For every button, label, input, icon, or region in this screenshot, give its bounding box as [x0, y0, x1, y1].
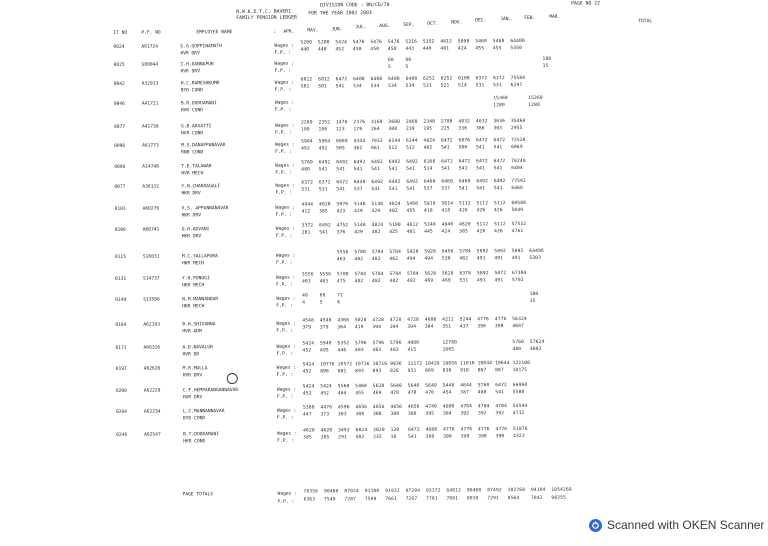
row-fp-label: F.P. :: [275, 233, 293, 239]
row-name: N.M.MANNANDAR: [182, 297, 219, 303]
row-pf-no: A62193: [143, 322, 160, 328]
row-wages-label: Wages :: [274, 123, 295, 129]
row-name: Y.H.PONUGI: [182, 276, 210, 282]
row-wages-values: 5424 10776 10572 10716 10716 9936 11172 10428 10056 11016 10044 10644 122100: [302, 360, 531, 368]
header-year: FOR THE YEAR 2002 2003: [308, 11, 372, 17]
col-month-11: MAR.: [549, 14, 561, 20]
row-pf-no: A41738: [141, 124, 159, 130]
col-employee-name: EMPLOYEE NAME: [196, 30, 233, 36]
row-pf-no: S13588: [143, 297, 160, 303]
row-fp-label: F.P. :: [275, 260, 293, 266]
row-depot-role: BYD COND: [183, 416, 206, 422]
row-wages-label: Wages :: [274, 61, 294, 67]
row-depot-role: BYD COND: [180, 88, 203, 94]
handwritten-circle-mark: [227, 373, 238, 384]
row-wages-values: 5424 5940 5352 5796 5796 5796 4980 12780 5760 57624: [302, 339, 545, 347]
row-depot-role: HKR MECH: [182, 283, 205, 289]
col-month-2: JUN.: [331, 26, 343, 32]
col-month-9: JAN.: [500, 17, 512, 23]
row-it-no: 0096: [114, 164, 126, 170]
row-wages-label: Wages :: [276, 344, 296, 350]
row-name: V.S. APPANNANAVAR: [181, 206, 229, 212]
row-wages-values: 2280 2352 1476 2376 3168 3600 2868 2340 2700 4032 4632 3636 35460: [300, 119, 526, 126]
row-fp-label: F.P. :: [276, 372, 294, 378]
row-name: B.R.DODDAMANI: [180, 101, 217, 107]
row-depot-role: HKR MECH: [182, 304, 205, 310]
row-it-no: 0024: [113, 44, 125, 50]
row-wages-values: 48 60 72 180: [302, 291, 539, 299]
row-fp-values: 492 492 505 362 661 512 512 402 541 508 541 541 6069: [301, 145, 523, 152]
row-fp-values: 4 5 6 15: [302, 298, 536, 306]
row-it-no: 0042: [113, 81, 125, 87]
row-wages-values: 4944 4620 5076 5148 5148 4824 5460 5016 5014 5112 5112 5112 60588: [301, 201, 527, 208]
row-wages-label: Wages :: [276, 365, 297, 371]
row-fp-values: 501 501 541 534 534 534 534 521 521 514 531 531 6297: [300, 83, 523, 90]
row-pf-no: S14737: [143, 276, 160, 282]
row-it-no: 0115: [114, 254, 126, 260]
row-wages-label: Wages :: [277, 431, 297, 437]
col-pf-no: P.F. NO: [141, 30, 161, 36]
row-wages-values: 3372 6492 4752 5148 4824 5100 4812 5340 4840 4620 5112 5112 57532: [301, 222, 527, 229]
row-name: L.C.MANNANNAVAR: [182, 409, 225, 415]
row-it-no: 0103: [114, 206, 126, 212]
row-depot-role: HVR DRV: [182, 395, 203, 401]
row-fp-label: F.P. :: [276, 282, 293, 288]
row-pf-no: S16031: [142, 254, 160, 260]
row-fp-values: 379 379 364 419 394 394 394 384 351 437 398 398 4697: [302, 324, 524, 331]
row-fp-values: 440 440 452 450 450 450 443 446 401 424 455 455 5350: [300, 46, 523, 53]
row-fp-values: 463 463 475 482 482 482 482 469 469 531 491 491 5702: [302, 278, 524, 285]
row-fp-label: F.P. :: [276, 351, 294, 357]
row-fp-label: F.P. :: [275, 190, 293, 196]
row-wages-values: 5556 5556 5700 5784 5784 5784 5784 5628 5628 6376 5892 5072 67304: [302, 271, 527, 278]
row-depot-role: HVR ADM: [182, 329, 202, 335]
col-month-10: FEB.: [524, 15, 536, 22]
row-fp-label: F.P. :: [275, 170, 292, 176]
row-depot-role: HVR MECH: [181, 171, 204, 177]
row-wages-label: Wages :: [275, 226, 296, 232]
row-fp-label: F.P. :: [275, 130, 292, 136]
row-it-no: 0077: [113, 124, 126, 130]
row-fp-values: 385 385 291 502 235 10 541 390 398 398 398 398 4323: [303, 434, 525, 441]
row-fp-values: 190 196 123 178 264 300 239 195 225 336 386 303 2955: [300, 126, 523, 133]
col-total: TOTAL: [638, 19, 653, 25]
row-fp-label: F.P. :: [276, 394, 294, 400]
row-wages-values: 6012 6012 6472 6408 6408 6408 6408 6252 6252 6108 6372 6372 75584: [300, 76, 526, 83]
row-pf-no: A61773: [142, 143, 159, 149]
row-it-no: 0197: [115, 366, 127, 372]
row-fp-label: F.P. :: [277, 415, 294, 421]
row-fp-values: 463 482 482 482 494 494 538 482 491 491 491 5303: [301, 255, 542, 263]
row-name: G.H.ADVANI: [181, 227, 210, 233]
row-wages-values: 4620 4620 3492 6024 2820 120 6472 4680 4776 4776 4776 4776 51876: [303, 427, 528, 434]
row-name: G.G.GOPPINAMATH: [180, 44, 222, 50]
row-it-no: 0131: [115, 276, 127, 282]
row-pf-no: A41721: [141, 101, 159, 107]
row-wages-label: Wages :: [276, 387, 297, 393]
row-fp-values: 281 541 376 429 402 425 401 445 424 385 426 426 4761: [301, 229, 524, 236]
row-name: I.H.DANNAPUR: [180, 62, 214, 68]
row-wages-values: 5200 5200 5424 5476 5476 5476 5316 5352 4812 5090 5460 5460 64400: [300, 39, 525, 46]
row-fp-values: 412 385 423 429 429 402 455 418 418 426 426 426 5049: [301, 208, 524, 215]
row-wages-values: 5556 5780 5784 5784 5928 5928 6456 5784 5892 5892 5892 64496: [301, 248, 544, 256]
row-wages-values: 5904 5904 6060 4344 7932 6144 6144 4824 6472 6076 6472 6472 72520: [301, 138, 526, 145]
row-wages-label: Wages :: [275, 205, 295, 211]
col-month-1: MAY.: [307, 28, 319, 34]
row-wages-values: 60 60 180: [300, 56, 552, 64]
row-wages-label: Wages :: [276, 275, 296, 281]
header-ledger-title: FAMILY PENSION LEDGER: [236, 15, 297, 22]
row-it-no: 0171: [115, 345, 127, 351]
row-fp-label: F.P. :: [276, 328, 294, 334]
row-fp-label: F.P. :: [274, 87, 292, 93]
row-wages-values: 6372 6372 6472 6440 6492 6492 6492 6460 6460 6460 6492 6492 77592: [301, 179, 526, 186]
row-it-no: 0025: [113, 62, 125, 68]
row-name: G.B.ARVATTI: [180, 124, 212, 130]
col-separator: :: [273, 29, 277, 35]
header-division-code: DIVISION CODE : BN/CD/70: [320, 2, 390, 9]
row-it-no: 0077: [114, 184, 126, 190]
row-fp-values: 5 5 15: [300, 63, 549, 71]
row-name: B.T.DODDAMANI: [183, 432, 220, 438]
row-depot-role: HVR DD: [182, 352, 200, 358]
col-month-0: APR.: [283, 29, 295, 35]
row-it-no: 0204: [115, 409, 128, 415]
row-fp-values: 452 495 446 483 483 483 415 1065 480 4802: [302, 346, 542, 354]
row-pf-no: A62620: [143, 366, 161, 372]
row-wages-values: 4548 4548 4368 5028 4728 4728 4728 4608 4212 5244 4776 4776 56324: [302, 317, 527, 324]
row-wages-label: Wages :: [275, 253, 296, 259]
page-totals-label: PAGE TOTALS: [182, 492, 214, 498]
row-depot-role: HVR DRV: [182, 373, 203, 379]
row-name: A.D.NAVALUR: [182, 345, 213, 351]
scanner-watermark: [589, 516, 764, 534]
row-fp-label: F.P. :: [274, 50, 292, 56]
header-page-no: PAGE NO 22: [571, 1, 601, 7]
row-pf-no: A62228: [143, 388, 161, 394]
col-it-no: IT NO: [113, 30, 128, 36]
row-fp-values: 1280 1280: [300, 102, 540, 110]
header-office: N.W.K.E.T.C. BAVERI: [236, 9, 292, 16]
row-fp-values: 531 531 541 537 541 541 541 537 537 541 541 541 6466: [301, 186, 524, 193]
row-fp-values: 452 898 881 893 893 828 931 869 838 918 887 887 10175: [302, 368, 528, 375]
row-depot-role: HVR COND: [181, 131, 204, 137]
row-it-no: 0200: [115, 388, 127, 394]
row-wages-label: Wages :: [276, 296, 296, 302]
row-it-no: 0096: [114, 143, 126, 149]
row-name: B.H.SHIVANNA: [182, 322, 216, 328]
col-month-8: DEC.: [475, 18, 487, 24]
row-name: T.D.TALAWAR: [181, 164, 212, 170]
row-wages-label: Wages :: [276, 321, 296, 327]
row-fp-label: F.P. :: [275, 212, 293, 218]
row-name: M.R.MULLA: [182, 366, 208, 372]
row-pf-no: A32913: [141, 81, 159, 87]
row-fp-values: 447 373 383 388 388 388 388 395 384 392 392 392 4712: [302, 411, 525, 418]
row-wages-label: Wages :: [275, 183, 295, 189]
row-it-no: 0164: [115, 322, 127, 328]
row-wages-label: Wages :: [274, 80, 295, 86]
row-wages-label: Wages :: [276, 408, 297, 414]
row-name: H.C.RAMESHKUMR: [180, 81, 220, 87]
row-wages-values: 5760 6492 6492 6492 6492 6492 6492 6168 6472 6472 6472 6472 76240: [301, 159, 526, 166]
row-depot-role: HKR MECH: [181, 261, 205, 267]
page-totals-wages-label: Wages :: [277, 491, 297, 497]
row-it-no: 0149: [115, 297, 127, 303]
row-wages-label: Wages :: [275, 163, 295, 169]
row-it-no: 0046: [113, 101, 125, 107]
row-fp-label: F.P. :: [275, 149, 292, 155]
row-fp-label: F.P. :: [274, 68, 292, 74]
row-pf-no: S00044: [141, 62, 159, 68]
page-totals-wages-values: 76356 90480 87024 91100 91932 87204 93372 84812 96460 87492 102768 94104 1054260: [303, 487, 572, 495]
row-fp-values: 480 541 541 541 541 541 541 514 541 541 541 541 6404: [301, 166, 523, 173]
row-pf-no: A66326: [143, 345, 161, 351]
row-pf-no: A61724: [141, 44, 159, 50]
col-month-7: NOV.: [451, 20, 463, 26]
row-pf-no: A62547: [144, 432, 161, 438]
row-depot-role: HKR DRV: [181, 234, 202, 240]
row-depot-role: HKR DRV: [181, 191, 201, 197]
row-pf-no: A36132: [142, 184, 160, 190]
row-pf-no: A14748: [142, 164, 159, 170]
row-pf-no: A60741: [142, 227, 160, 233]
row-it-no: 0106: [114, 227, 126, 233]
row-wages-values: 5300 4476 4596 4656 4656 4656 4656 4740 4800 4704 4704 4704 54544: [302, 404, 528, 411]
row-fp-label: F.P. :: [274, 107, 292, 113]
scanner-logo-icon: [589, 519, 602, 532]
row-name: C.F.HEMPARANGANNAVAR: [182, 388, 239, 394]
row-fp-label: F.P. :: [277, 438, 294, 444]
row-name: Y.N.CHAKRAGALI: [181, 184, 221, 190]
page-totals-fp-values: 6363 7540 7287 7509 7661 7267 7781 7081 8039 7291 8564 7842 90255: [303, 495, 567, 503]
col-month-4: AUG.: [379, 24, 391, 30]
row-fp-label: F.P. :: [276, 303, 293, 309]
row-pf-no: A62234: [143, 409, 161, 415]
row-depot-role: HVR DRV: [180, 51, 200, 57]
row-fp-values: 452 452 464 455 469 470 470 470 454 387 480 541 5580: [302, 390, 525, 397]
row-wages-label: Wages :: [274, 100, 295, 106]
row-wages-label: Wages :: [275, 142, 295, 148]
col-month-3: JUL.: [355, 25, 367, 31]
row-depot-role: RNB COND: [181, 150, 204, 156]
row-wages-values: 15360 15360: [300, 95, 543, 103]
row-wages-label: Wages :: [274, 43, 294, 49]
col-month-6: OCT.: [427, 21, 439, 27]
row-wages-values: 5424 5424 5568 5460 5628 5640 5640 5640 5448 4644 5760 6472 66960: [302, 383, 528, 390]
row-pf-no: A60276: [142, 206, 160, 212]
row-name: M.S.DANAPPANAVAR: [181, 143, 226, 149]
page-totals-fp-label: F.P. :: [277, 499, 295, 505]
row-depot-role: HKR DRV: [181, 213, 201, 219]
row-depot-role: HVR COND: [180, 108, 204, 114]
scanner-label: Scanned with OKEN Scanner: [607, 518, 765, 532]
col-month-5: SEP.: [403, 22, 415, 28]
row-it-no: 0246: [116, 432, 128, 438]
row-depot-role: HVR DRV: [180, 69, 200, 75]
row-name: M.C.YALLAPURA: [181, 254, 218, 260]
row-depot-role: HKR COND: [183, 439, 206, 445]
